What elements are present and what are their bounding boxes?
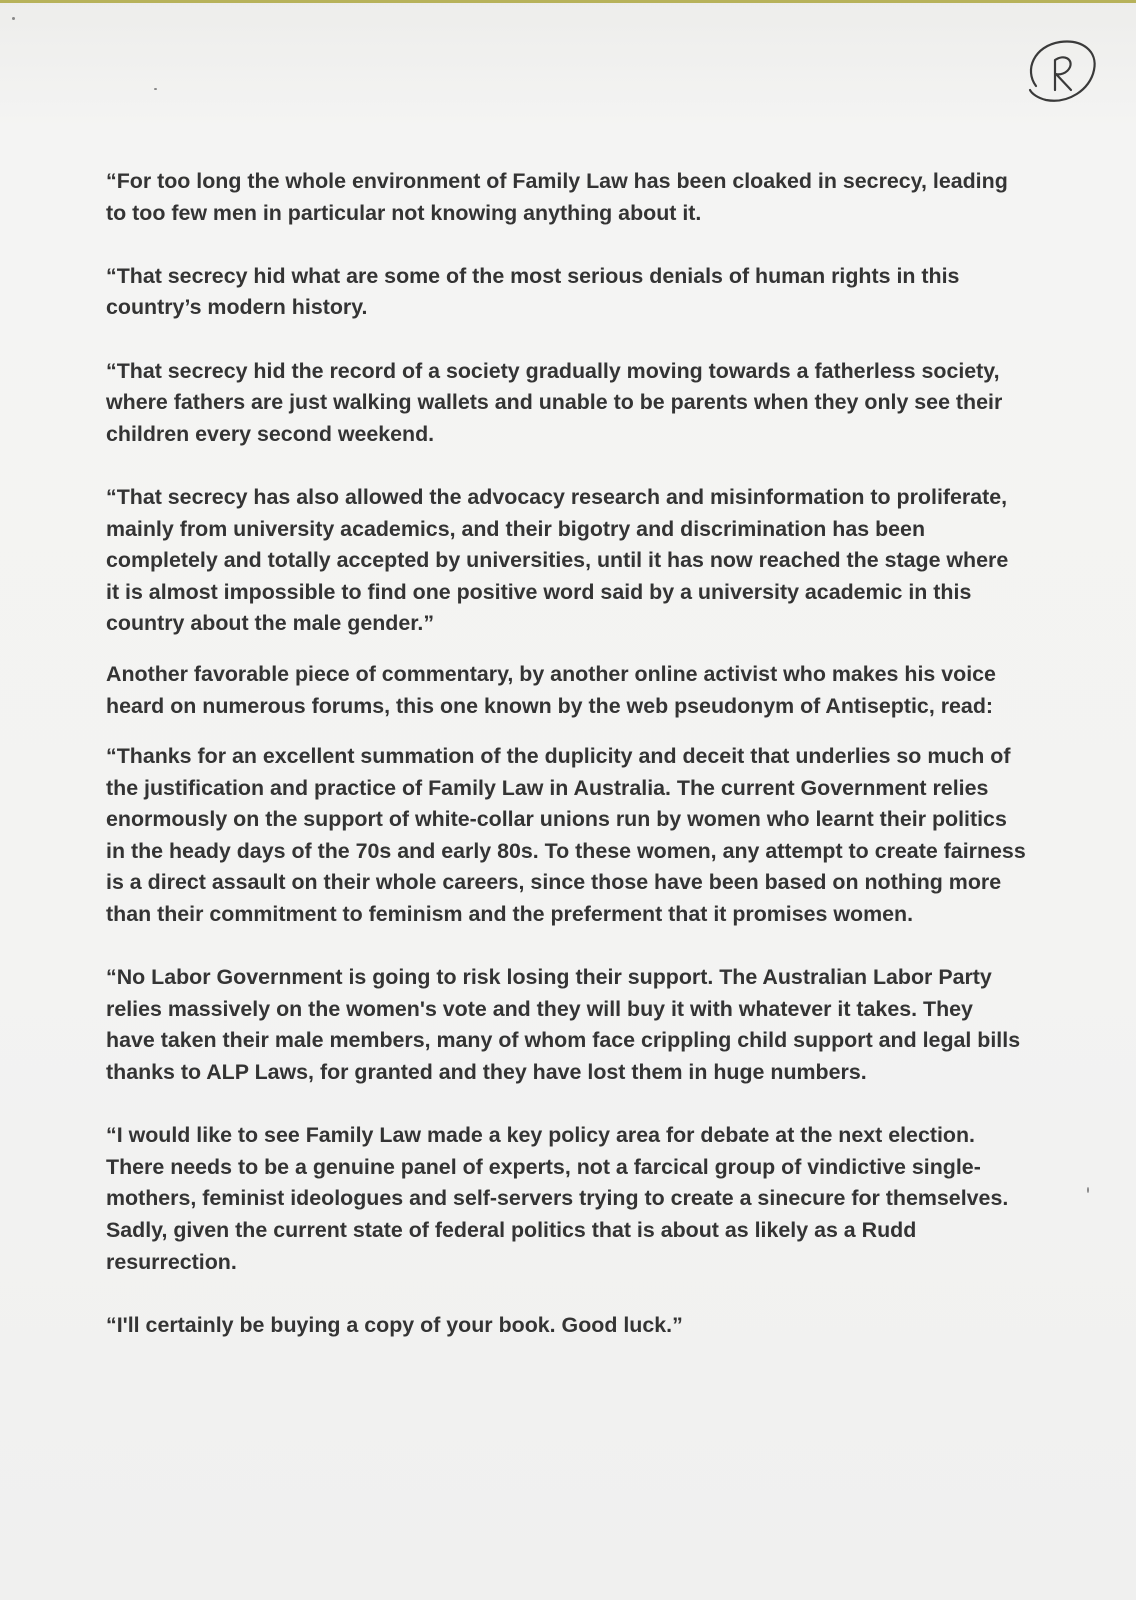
scan-speck-right-margin [1087, 1187, 1089, 1193]
paragraph-2: “That secrecy hid what are some of the most serious denials of human rights in this country’s modern history. [106, 263, 960, 320]
paragraph-8: “I would like to see Family Law made a key policy area for debate at the next election. There needs to be a genuine panel of experts, not a farcical group of vindictive single-mothers, feminist ideologues and self-servers trying to create a sinecure for themselves. Sadly, given the current state of federal politics that is about as likely as a Rudd resurrection. [106, 1123, 1009, 1274]
paragraph-9: “I'll certainly be buying a copy of your book. Good luck.” [106, 1312, 683, 1337]
paragraph-1: “For too long the whole environment of Family Law has been cloaked in secrecy, leading to too few men in particular not knowing anything about it. [106, 169, 1008, 225]
paragraph-6: “Thanks for an excellent summation of the duplicity and deceit that underlies so much of the justification and practice of Family Law in Australia. The current Government relies enormously on the support of white-collar unions run by women who learnt their politics in the heady days of the 70s and early 80s. To these women, any attempt to create fairness is a direct assault on their whole careers, since those have been based on nothing more than their commitment to feminism and the preferment that it promises women. [106, 744, 1026, 927]
scan-top-edge [0, 0, 1136, 3]
handwritten-circled-letter-mark [1018, 34, 1100, 110]
scan-speck-near-top [154, 88, 157, 90]
paragraph-3: “That secrecy hid the record of a society gradually moving towards a fatherless society, where fathers are just walking wallets and unable to be parents when they only see their children every second weekend. [106, 358, 1003, 446]
paragraph-5: Another favorable piece of commentary, by another online activist who makes his voice heard on numerous forums, this one known by the web pseudonym of Antiseptic, read: [106, 661, 996, 718]
document-body [106, 166, 1026, 1341]
scan-speck-top-left [12, 17, 15, 20]
paragraph-4: “That secrecy has also allowed the advocacy research and misinformation to proliferate, mainly from university academics, and their bigotry and discrimination has been completely and totally accepted by universities, until it has now reached the stage where it is almost impossible to find one positive word said by a university academic in this country about the male gender.” [106, 484, 1009, 636]
paragraph-7: “No Labor Government is going to risk losing their support. The Australian Labor Party relies massively on the women's vote and they will buy it with whatever it takes. They have taken their male members, many of whom face crippling child support and legal bills thanks to ALP Laws, for granted and they have lost them in huge numbers. [106, 965, 1021, 1085]
